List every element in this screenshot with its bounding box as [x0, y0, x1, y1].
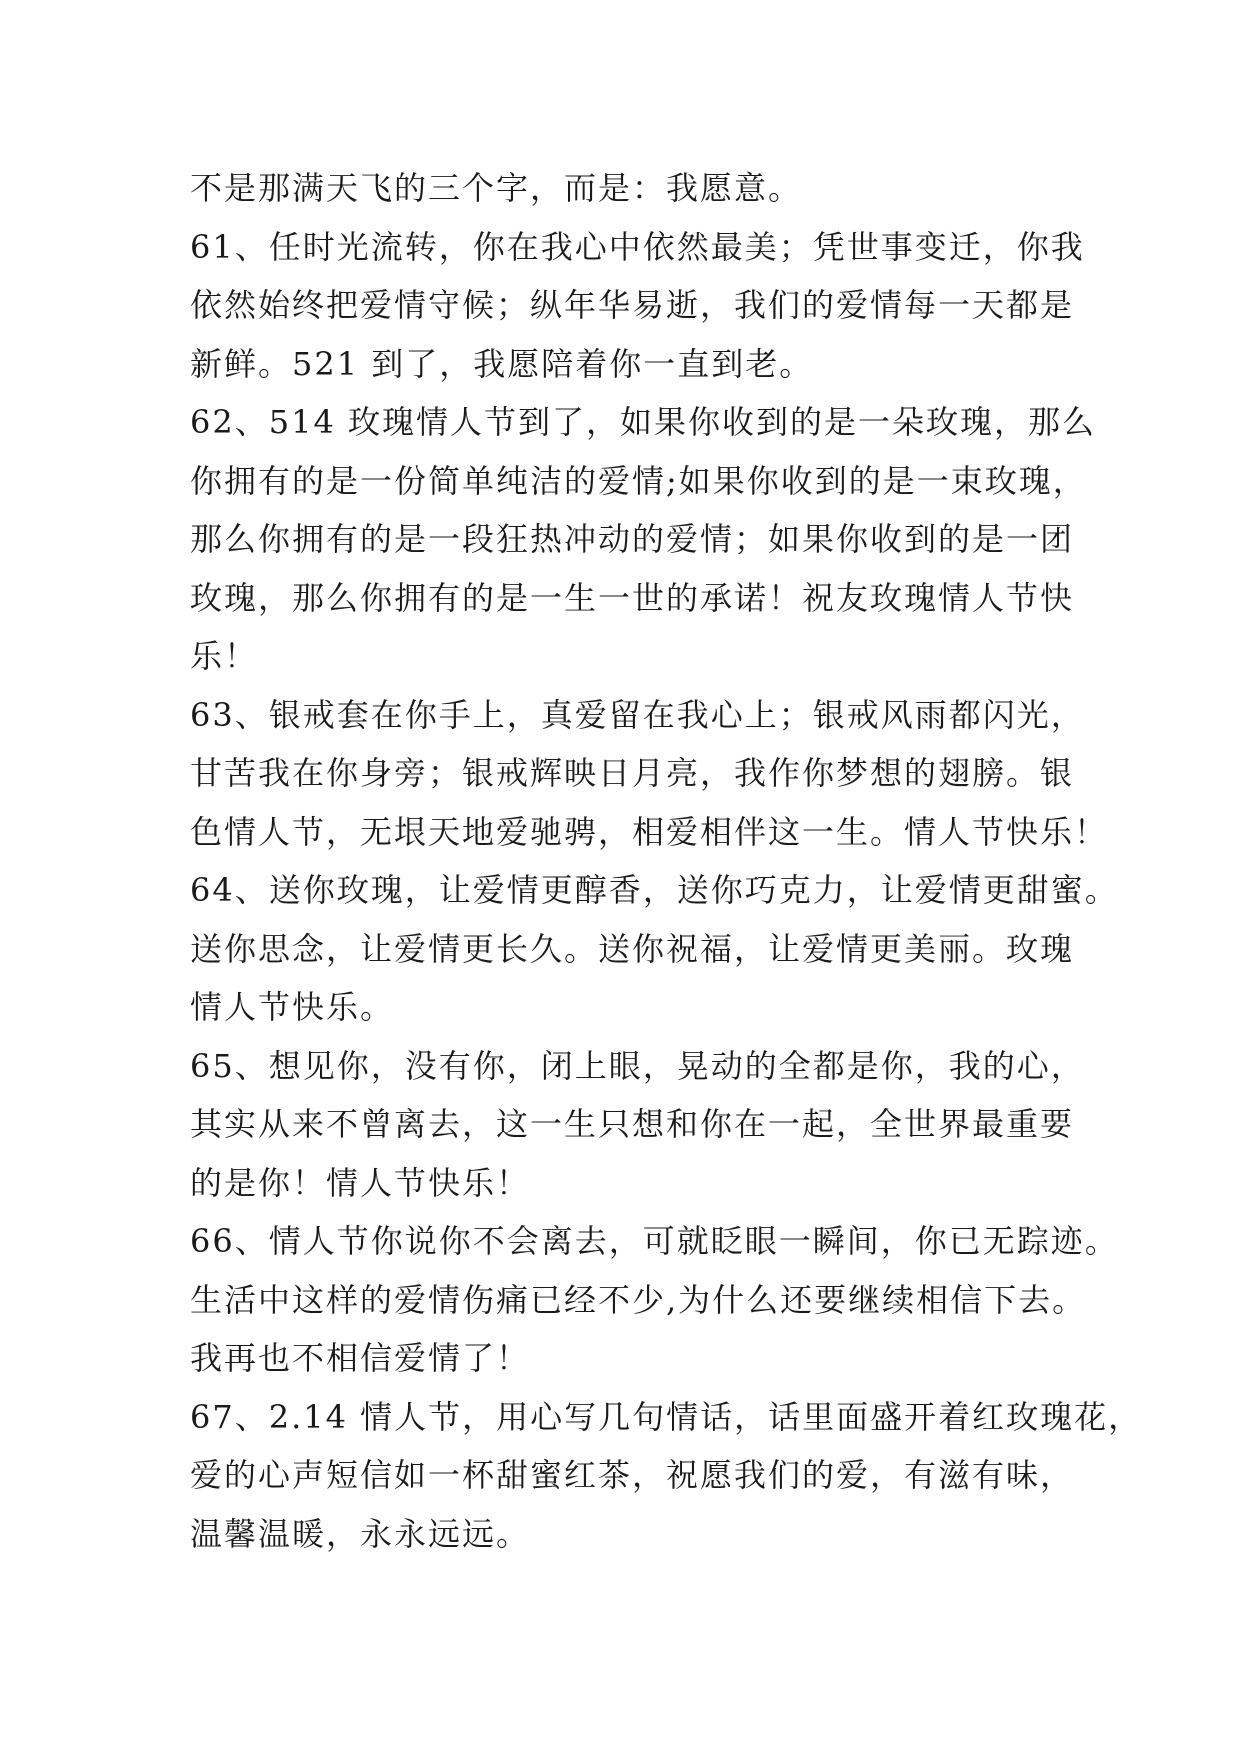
text-line: 我再也不相信爱情了！ — [190, 1339, 531, 1377]
text-line: 新鲜。521 到了，我愿陪着你一直到老。 — [190, 344, 814, 383]
text-line: 温馨温暖，永永远远。 — [190, 1514, 531, 1553]
text-line: 66、情人节你说你不会离去，可就眨眼一瞬间，你已无踪迹。 — [190, 1222, 1119, 1260]
text-line: 64、送你玫瑰，让爱情更醇香，送你巧克力，让爱情更甜蜜。 — [190, 871, 1119, 909]
text-line: 爱的心声短信如一杯甜蜜红茶，祝愿我们的爱，有滋有味， — [190, 1456, 1075, 1494]
document-body — [190, 159, 1143, 1563]
text-line: 65、想见你，没有你，闭上眼，晃动的全都是你，我的心， — [190, 1046, 1085, 1085]
text-line: 乐！ — [190, 637, 259, 675]
text-line: 那么你拥有的是一段狂热冲动的爱情；如果你收到的是一团 — [190, 520, 1075, 558]
text-line: 你拥有的是一份简单纯洁的爱情;如果你收到的是一束玫瑰， — [190, 461, 1087, 500]
text-line: 送你思念，让爱情更长久。送你祝福，让爱情更美丽。玫瑰 — [190, 929, 1075, 968]
text-line: 63、银戒套在你手上，真爱留在我心上；银戒风雨都闪光， — [190, 695, 1085, 734]
text-line: 不是那满天飞的三个字，而是：我愿意。 — [190, 169, 803, 207]
text-line: 情人节快乐。 — [190, 988, 395, 1026]
text-line: 依然始终把爱情守候；纵年华易逝，我们的爱情每一天都是 — [190, 286, 1075, 324]
text-line: 61、任时光流转，你在我心中依然最美；凭世事变迁，你我 — [190, 227, 1085, 266]
text-line: 62、514 玫瑰情人节到了，如果你收到的是一朵玫瑰，那么 — [190, 403, 1096, 441]
text-line: 的是你！情人节快乐！ — [190, 1163, 531, 1202]
text-line: 67、2.14 情人节，用心写几句情话，话里面盛开着红玫瑰花， — [190, 1397, 1143, 1436]
text-line: 色情人节，无垠天地爱驰骋，相爱相伴这一生。情人节快乐！ — [190, 812, 1109, 851]
text-line: 甘苦我在你身旁；银戒辉映日月亮，我作你梦想的翅膀。银 — [190, 754, 1075, 792]
text-line: 玫瑰，那么你拥有的是一生一世的承诺！祝友玫瑰情人节快 — [190, 578, 1075, 617]
text-line: 其实从来不曾离去，这一生只想和你在一起，全世界最重要 — [190, 1105, 1075, 1143]
text-line: 生活中这样的爱情伤痛已经不少,为什么还要继续相信下去。 — [190, 1280, 1087, 1319]
